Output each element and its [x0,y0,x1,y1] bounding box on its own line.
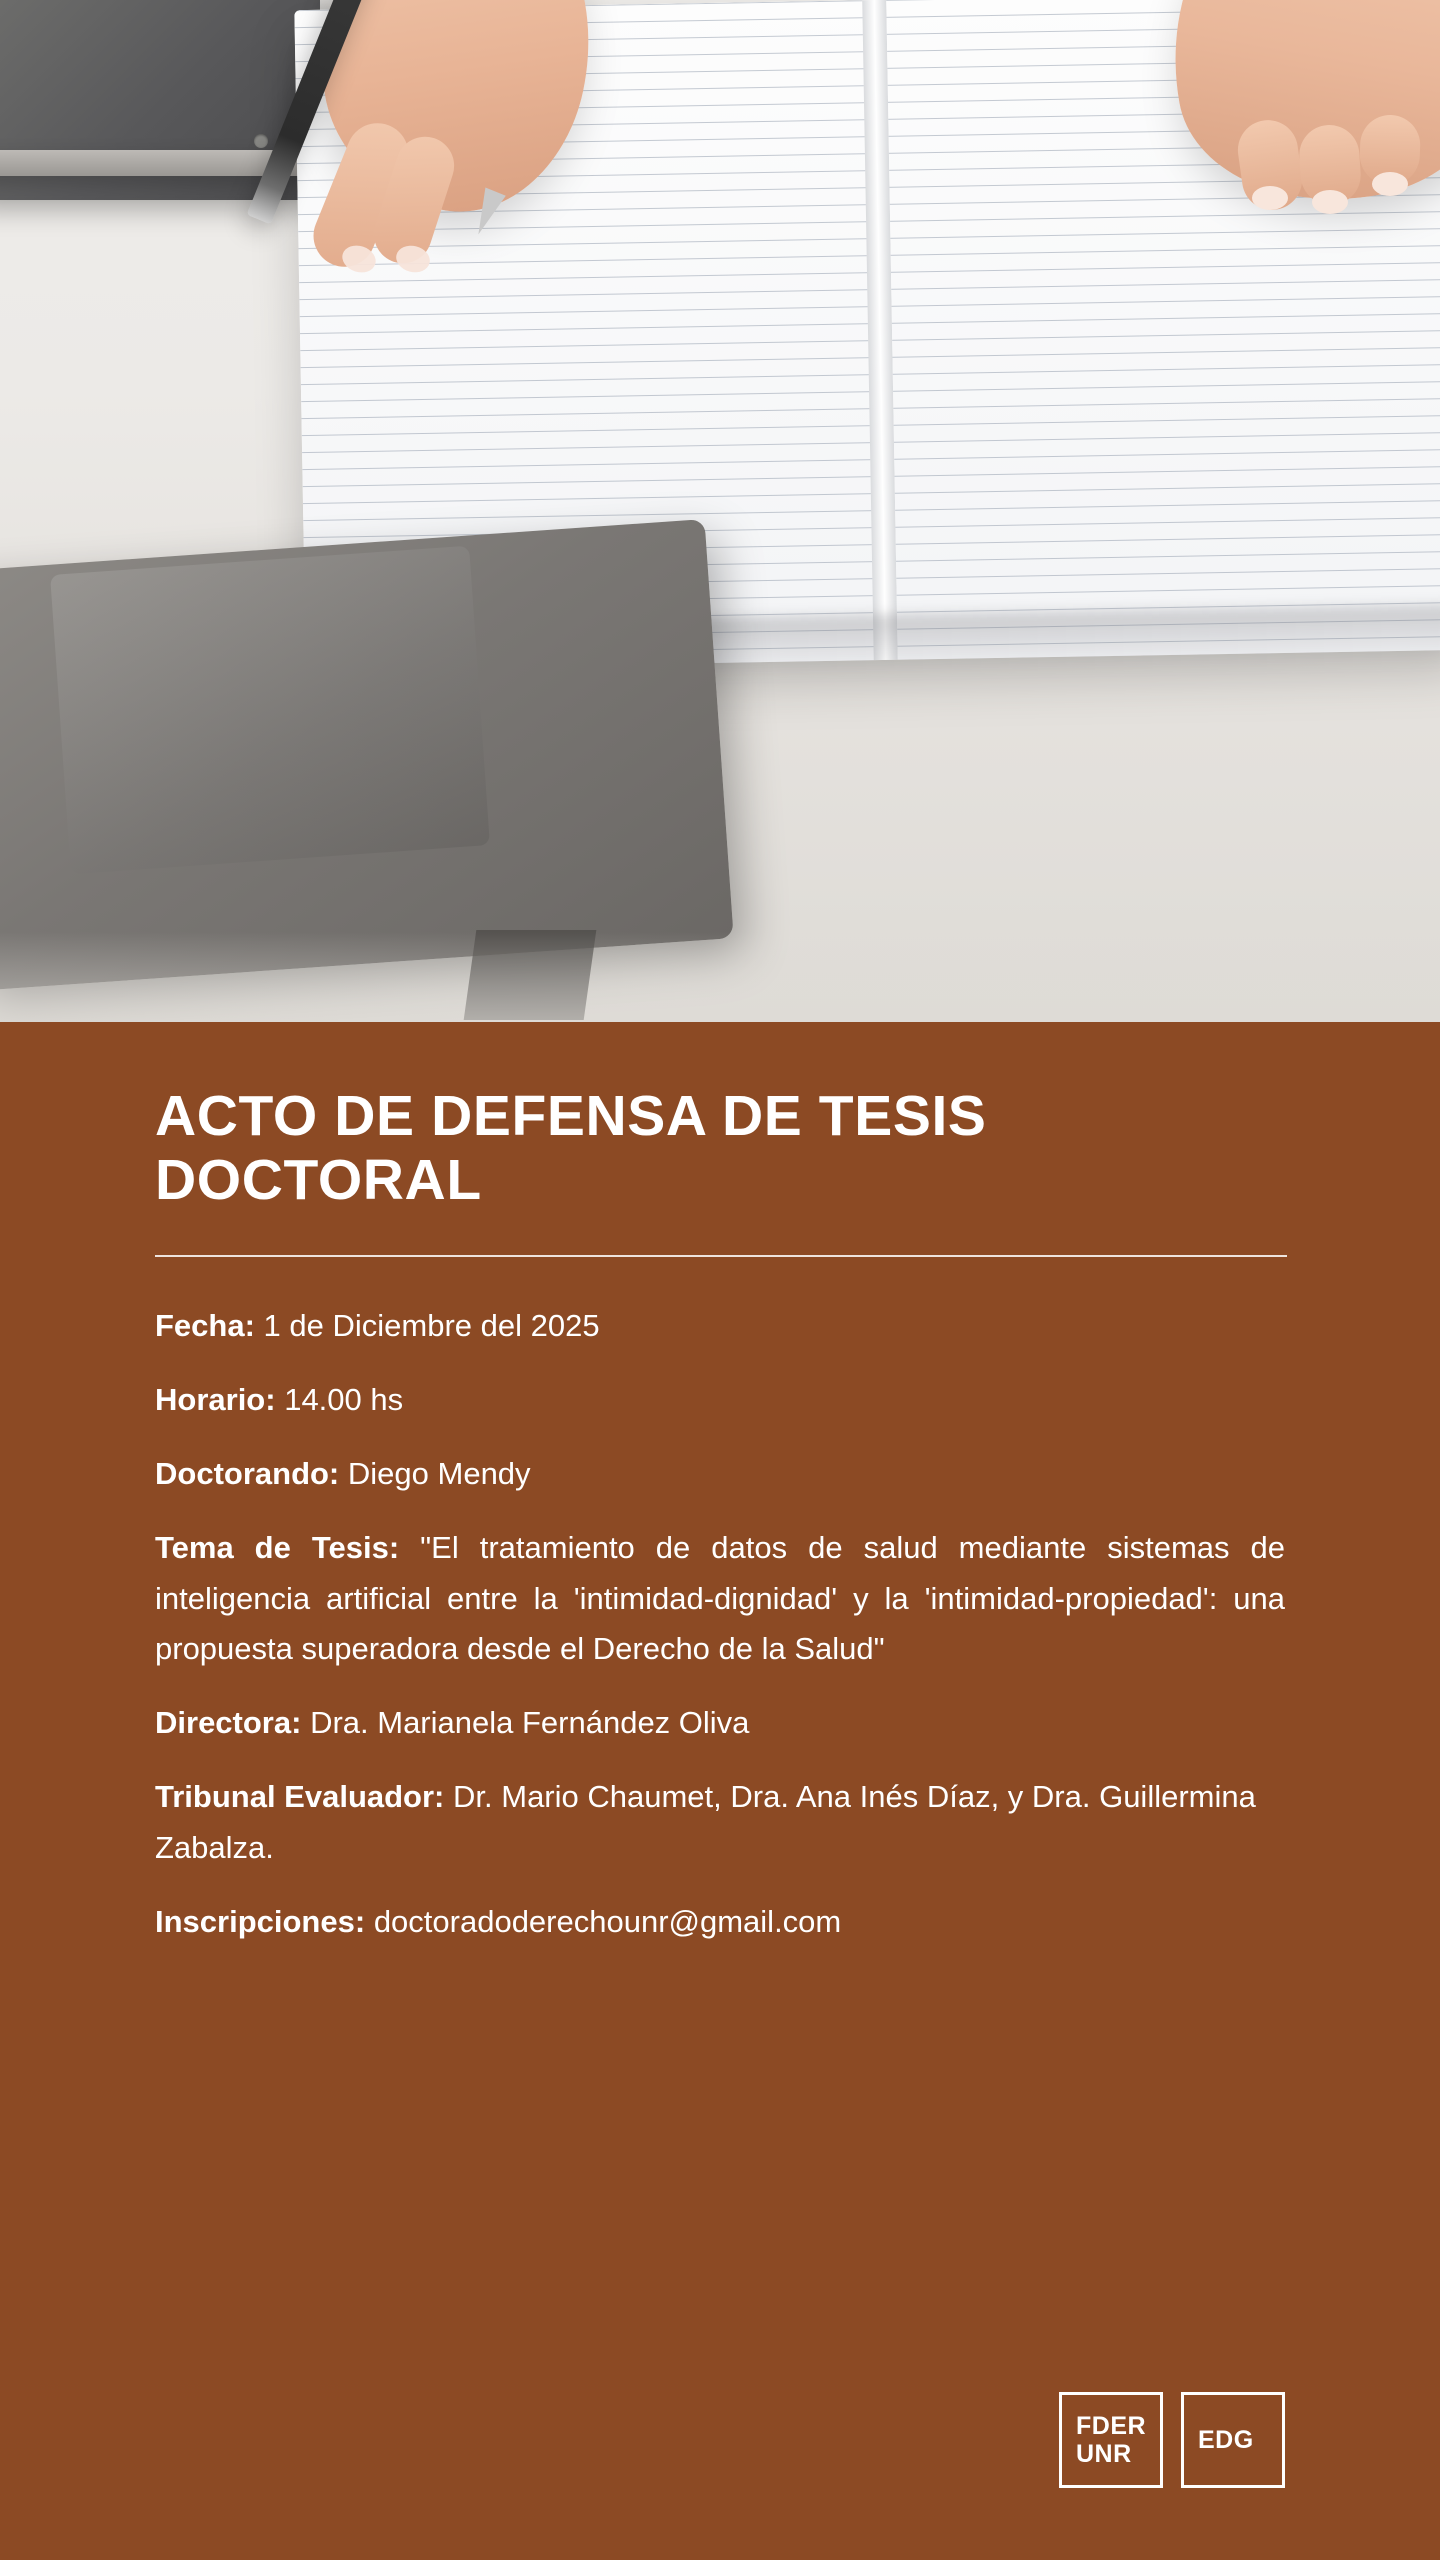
poster-content [0,1022,1440,2560]
detail-doctorando [155,1449,1285,1499]
detail-tema-de-tesis [155,1523,1285,1674]
detail-inscripciones [155,1897,1285,1947]
detail-label: Directora: [155,1705,302,1741]
title-divider [155,1255,1287,1257]
page-title: ACTO DE DEFENSA DE TESIS DOCTORAL [155,1084,987,1213]
detail-value: Dra. Marianela Fernández Oliva [310,1705,750,1741]
detail-label: Fecha: [155,1307,255,1343]
header-photo [0,0,1440,1022]
detail-value: Dr. Mario Chaumet, Dra. Ana Inés Díaz, y Dra. Guillermina Zabalza. [155,1779,1256,1865]
fingernail [1372,172,1408,196]
detail-label: Tema de Tesis: [155,1530,400,1566]
fder-unr-logo [1059,2392,1163,2488]
detail-value: Diego Mendy [347,1456,531,1492]
detail-value: 14.00 hs [284,1382,404,1418]
detail-tribunal-evaluador [155,1772,1285,1872]
detail-fecha [155,1301,1285,1351]
detail-label: Horario: [155,1382,276,1418]
detail-value-email[interactable]: doctoradoderechounr@gmail.com [373,1903,842,1939]
detail-label: Inscripciones: [155,1903,366,1939]
photo-bottom-fade [0,932,1440,1022]
fder-unr-logo-line2: UNR [1076,2440,1132,2468]
detail-directora [155,1698,1285,1748]
detail-label: Tribunal Evaluador: [155,1779,445,1815]
edg-logo [1181,2392,1285,2488]
fder-unr-logo-line1: FDER [1076,2412,1147,2440]
edg-logo-line1: EDG [1198,2425,1254,2454]
fingernail [1312,190,1348,214]
fingernail [1252,186,1288,210]
detail-value: "El tratamiento de datos de salud mediante sistemas de inteligencia artificial entre la 'intimidad-dignidad' y la 'intimidad-propiedad': una propuesta superadora desde el Derecho de la Salud" [155,1530,1285,1666]
logo-group [1059,2392,1285,2488]
detail-horario [155,1375,1285,1425]
detail-value: 1 de Diciembre del 2025 [263,1307,600,1343]
detail-label: Doctorando: [155,1456,340,1492]
laptop-screen-shade [50,546,490,875]
